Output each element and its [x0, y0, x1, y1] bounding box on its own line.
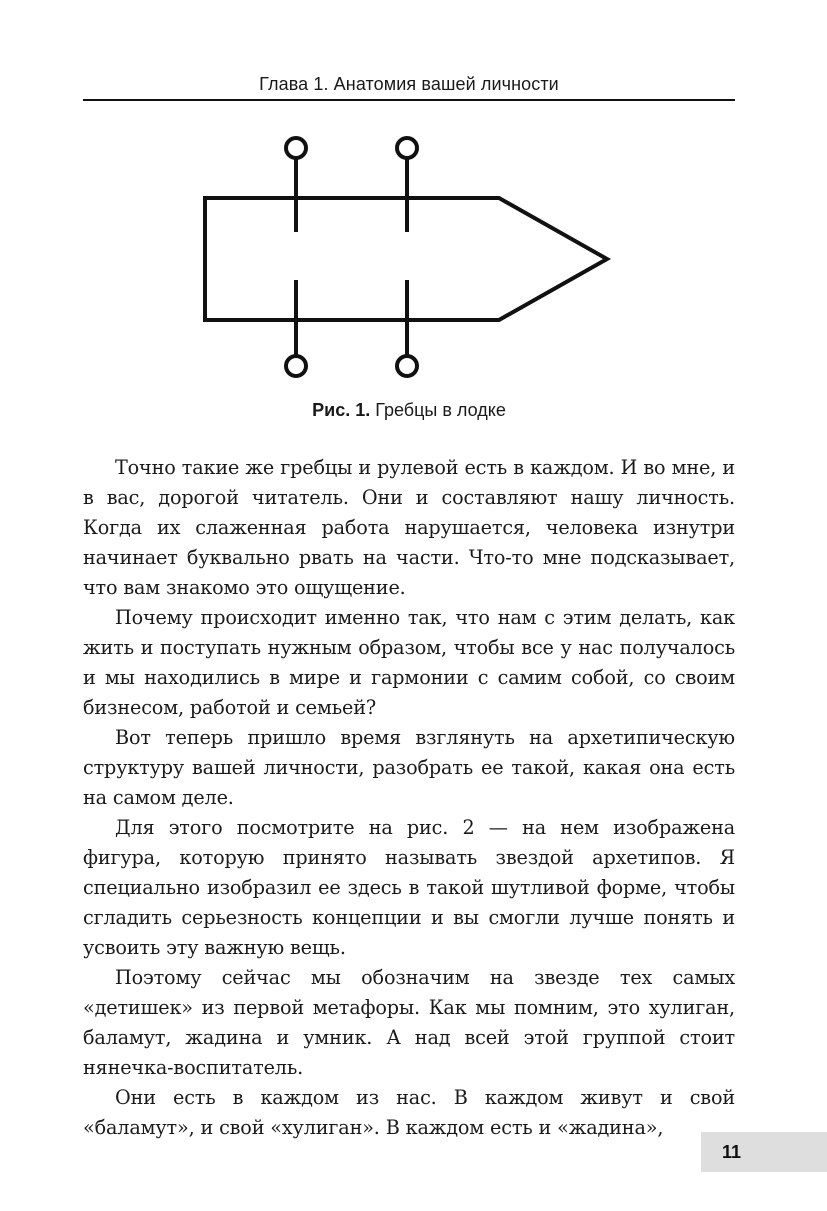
figure-caption-label: Рис. 1.: [312, 400, 371, 420]
paragraph: Поэтому сейчас мы обозначим на звезде тех самых «детишек» из первой метафоры. Как мы помним, это хулиган, баламут, жадина и умник. А над всей этой группой стоит нянечка-воспитатель.: [83, 966, 735, 1079]
header-rule: [83, 99, 735, 101]
figure-caption: [83, 400, 735, 421]
figure-caption-text: Гребцы в лодке: [370, 400, 506, 420]
rower-head-top-left: [286, 138, 306, 158]
boat-rowers-figure: [195, 130, 625, 385]
upper-gap-2: [400, 232, 414, 280]
paragraph: Вот теперь пришло время взглянуть на архетипическую структуру вашей личности, разобрать ее такой, какая она есть на самом деле.: [83, 726, 735, 809]
upper-gap-1: [289, 232, 303, 280]
rower-head-bottom-left: [286, 356, 306, 376]
rower-head-bottom-right: [397, 356, 417, 376]
paragraph: Почему происходит именно так, что нам с этим делать, как жить и поступать нужным образом, чтобы все у нас получалось и мы находились в мире и гармонии с самим собой, со своим бизнесом, работой и семьей?: [83, 606, 735, 719]
paragraph: Точно такие же гребцы и рулевой есть в каждом. И во мне, и в вас, дорогой читатель. Они и составляют нашу личность. Когда их слаженная работа нарушается, человека изнутри начинает буквально рвать на части. Что-то мне подсказывает, что вам знакомо это ощущение.: [83, 456, 735, 599]
page-number: 11: [722, 1142, 742, 1162]
rower-head-top-right: [397, 138, 417, 158]
paragraph: Они есть в каждом из нас. В каждом живут и свой «баламут», и свой «хулиган». В каждом есть и «жадина»,: [83, 1086, 735, 1139]
running-head-title: Глава 1. Анатомия вашей личности: [259, 74, 559, 94]
paragraph: Для этого посмотрите на рис. 2 — на нем изображена фигура, которую принято называть звездой архетипов. Я специально изобразил ее здесь в такой шутливой форме, чтобы сгладить серьезность концепции и вы смогли лучше понять и усвоить эту важную вещь.: [83, 816, 735, 959]
body-text: [83, 453, 735, 1143]
page-number-tab: [701, 1132, 827, 1172]
